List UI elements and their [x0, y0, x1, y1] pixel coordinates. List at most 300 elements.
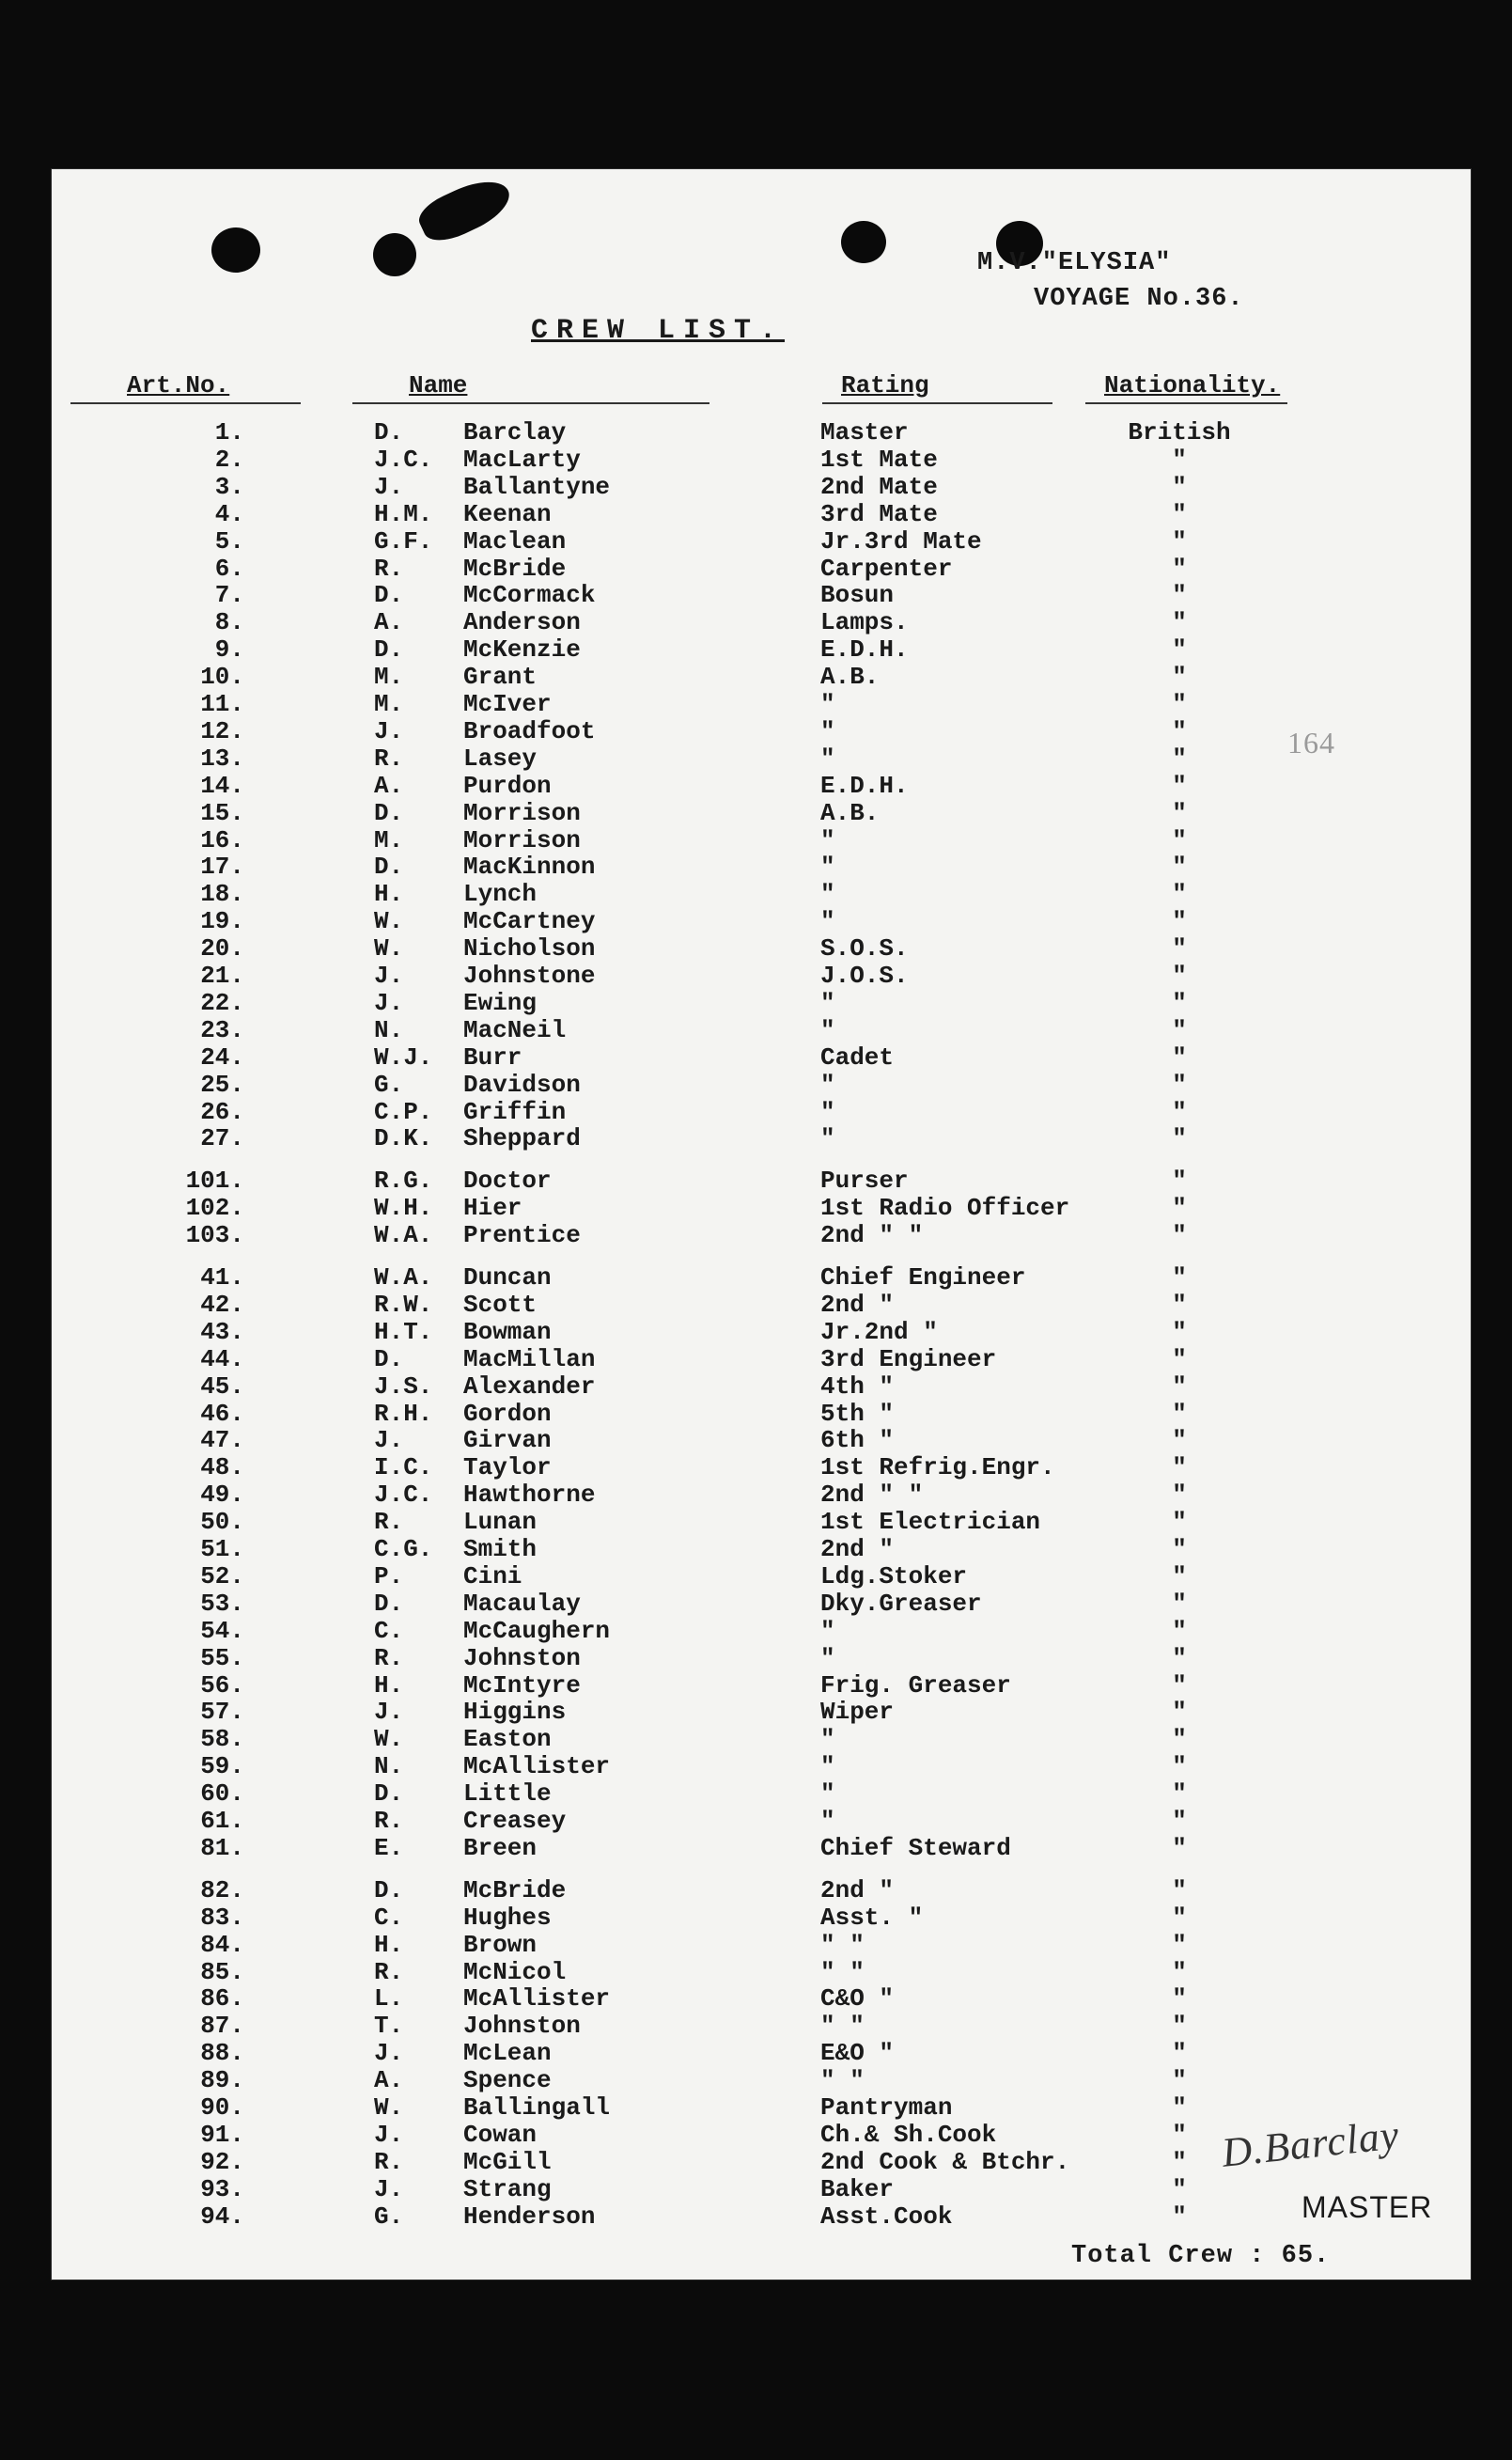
- surname: MacLarty: [463, 445, 581, 474]
- rating: Carpenter: [820, 554, 953, 583]
- nationality: ": [1172, 608, 1187, 637]
- nationality: ": [1172, 1807, 1187, 1835]
- column-header-art-no: Art.No.: [127, 371, 230, 400]
- rating: ": [820, 1725, 835, 1754]
- surname: Davidson: [463, 1070, 581, 1099]
- nationality: ": [1172, 526, 1187, 556]
- nationality: ": [1172, 1399, 1187, 1428]
- nationality: ": [1172, 2201, 1187, 2231]
- ship-name: M.V."ELYSIA": [977, 249, 1172, 277]
- rating: Ch.& Sh.Cook: [820, 2120, 997, 2149]
- art-number: 18.: [200, 880, 244, 909]
- art-number: 54.: [200, 1616, 244, 1645]
- nationality: ": [1172, 716, 1187, 745]
- surname: Smith: [463, 1535, 538, 1563]
- rating: ": [820, 1643, 835, 1672]
- art-number: 13.: [200, 744, 244, 773]
- initials: C.G.: [374, 1535, 433, 1563]
- art-number: 4.: [214, 499, 244, 528]
- nationality: ": [1172, 1589, 1187, 1618]
- initials: L.: [374, 1984, 404, 2013]
- art-number: 26.: [200, 1097, 244, 1126]
- surname: Duncan: [463, 1263, 552, 1292]
- rating: ": [820, 853, 835, 882]
- art-number: 19.: [200, 907, 244, 936]
- art-number: 6.: [214, 554, 244, 583]
- art-number: 88.: [200, 2039, 244, 2068]
- rating: ": [820, 716, 835, 745]
- surname: Gordon: [463, 1399, 552, 1428]
- surname: MacKinnon: [463, 853, 596, 882]
- surname: Johnston: [463, 1643, 581, 1672]
- rating: ": [820, 880, 835, 909]
- surname: Broadfoot: [463, 716, 596, 745]
- initials: I.C.: [374, 1453, 433, 1482]
- surname: Little: [463, 1779, 552, 1809]
- nationality: ": [1172, 1124, 1187, 1153]
- rating: Dky.Greaser: [820, 1589, 982, 1618]
- rating: ": [820, 1616, 835, 1645]
- initials: R.: [374, 2147, 404, 2176]
- nationality: ": [1172, 445, 1187, 474]
- nationality: ": [1172, 934, 1187, 964]
- nationality: ": [1172, 1015, 1187, 1044]
- initials: G.: [374, 2201, 404, 2231]
- initials: M.: [374, 825, 404, 854]
- document-title: CREW LIST.: [531, 315, 786, 347]
- surname: Girvan: [463, 1426, 552, 1455]
- art-number: 92.: [200, 2147, 244, 2176]
- initials: W.A.: [374, 1263, 433, 1292]
- art-number: 86.: [200, 1984, 244, 2013]
- initials: H.T.: [374, 1317, 433, 1346]
- art-number: 21.: [200, 962, 244, 990]
- voyage-number: VOYAGE No.36.: [1034, 285, 1244, 313]
- initials: J.C.: [374, 445, 433, 474]
- rating: 1st Mate: [820, 445, 938, 474]
- surname: McAllister: [463, 1752, 611, 1781]
- rating: A.B.: [820, 663, 880, 692]
- art-number: 52.: [200, 1561, 244, 1590]
- nationality: ": [1172, 1508, 1187, 1537]
- nationality: ": [1172, 1903, 1187, 1932]
- initials: H.M.: [374, 499, 433, 528]
- initials: D.: [374, 1589, 404, 1618]
- initials: E.: [374, 1833, 404, 1862]
- nationality: ": [1172, 1643, 1187, 1672]
- art-number: 23.: [200, 1015, 244, 1044]
- rating: Bosun: [820, 581, 895, 610]
- initials: R.G.: [374, 1167, 433, 1196]
- art-number: 20.: [200, 934, 244, 964]
- art-number: 81.: [200, 1833, 244, 1862]
- art-number: 41.: [200, 1263, 244, 1292]
- art-number: 14.: [200, 771, 244, 800]
- rating: ": [820, 744, 835, 773]
- surname: McIntyre: [463, 1670, 581, 1700]
- surname: McBride: [463, 1875, 567, 1904]
- rating: Asst.Cook: [820, 2201, 953, 2231]
- initials: J.C.: [374, 1481, 433, 1510]
- rating: " ": [820, 2012, 865, 2041]
- surname: Barclay: [463, 418, 567, 447]
- surname: McGill: [463, 2147, 552, 2176]
- initials: J.S.: [374, 1371, 433, 1401]
- art-number: 91.: [200, 2120, 244, 2149]
- art-number: 51.: [200, 1535, 244, 1563]
- initials: W.: [374, 2093, 404, 2122]
- initials: D.: [374, 1779, 404, 1809]
- surname: Lunan: [463, 1508, 538, 1537]
- surname: MacNeil: [463, 1015, 567, 1044]
- rating: ": [820, 988, 835, 1017]
- surname: Purdon: [463, 771, 552, 800]
- nationality: ": [1172, 2093, 1187, 2122]
- rating: 5th ": [820, 1399, 895, 1428]
- art-number: 8.: [214, 608, 244, 637]
- nationality: ": [1172, 798, 1187, 827]
- rating: 2nd ": [820, 1290, 895, 1319]
- art-number: 61.: [200, 1807, 244, 1835]
- initials: N.: [374, 1015, 404, 1044]
- rating: Ldg.Stoker: [820, 1561, 968, 1590]
- rating: E.D.H.: [820, 771, 909, 800]
- initials: G.: [374, 1070, 404, 1099]
- nationality: ": [1172, 2012, 1187, 2041]
- nationality: ": [1172, 1875, 1187, 1904]
- nationality: ": [1172, 1426, 1187, 1455]
- art-number: 22.: [200, 988, 244, 1017]
- surname: Ballingall: [463, 2093, 611, 2122]
- rating: 2nd Mate: [820, 472, 938, 501]
- initials: A.: [374, 771, 404, 800]
- nationality: ": [1172, 1221, 1187, 1250]
- rating: " ": [820, 1930, 865, 1959]
- nationality: ": [1172, 988, 1187, 1017]
- rating: ": [820, 1752, 835, 1781]
- surname: Prentice: [463, 1221, 581, 1250]
- rating: ": [820, 1097, 835, 1126]
- rating: 1st Electrician: [820, 1508, 1041, 1537]
- surname: Cini: [463, 1561, 522, 1590]
- initials: R.: [374, 1957, 404, 1986]
- art-number: 90.: [200, 2093, 244, 2122]
- rating: 3rd Engineer: [820, 1344, 997, 1373]
- art-number: 58.: [200, 1725, 244, 1754]
- nationality: ": [1172, 1833, 1187, 1862]
- rating: 4th ": [820, 1371, 895, 1401]
- rating: " ": [820, 2066, 865, 2095]
- art-number: 43.: [200, 1317, 244, 1346]
- initials: J.: [374, 716, 404, 745]
- art-number: 49.: [200, 1481, 244, 1510]
- surname: Nicholson: [463, 934, 596, 964]
- nationality: ": [1172, 1042, 1187, 1072]
- initials: H.: [374, 1670, 404, 1700]
- art-number: 16.: [200, 825, 244, 854]
- art-number: 53.: [200, 1589, 244, 1618]
- rating: ": [820, 1779, 835, 1809]
- art-number: 44.: [200, 1344, 244, 1373]
- surname: Johnston: [463, 2012, 581, 2041]
- rating: ": [820, 690, 835, 718]
- nationality: ": [1172, 554, 1187, 583]
- nationality: ": [1172, 771, 1187, 800]
- initials: N.: [374, 1752, 404, 1781]
- page-stamp: 164: [1287, 726, 1335, 760]
- rating: Asst. ": [820, 1903, 924, 1932]
- initials: R.: [374, 554, 404, 583]
- nationality: ": [1172, 1263, 1187, 1292]
- art-number: 87.: [200, 2012, 244, 2041]
- nationality: ": [1172, 825, 1187, 854]
- rating: Jr.2nd ": [820, 1317, 938, 1346]
- rating: Chief Engineer: [820, 1263, 1026, 1292]
- initials: J.: [374, 2174, 404, 2203]
- nationality: ": [1172, 1371, 1187, 1401]
- nationality: ": [1172, 1317, 1187, 1346]
- art-number: 15.: [200, 798, 244, 827]
- nationality: ": [1172, 663, 1187, 692]
- art-number: 84.: [200, 1930, 244, 1959]
- nationality: ": [1172, 1930, 1187, 1959]
- initials: D.: [374, 853, 404, 882]
- initials: J.: [374, 2120, 404, 2149]
- rating: 6th ": [820, 1426, 895, 1455]
- art-number: 1.: [214, 418, 244, 447]
- initials: J.: [374, 962, 404, 990]
- surname: Strang: [463, 2174, 552, 2203]
- nationality: ": [1172, 2120, 1187, 2149]
- surname: Hier: [463, 1194, 522, 1223]
- nationality: ": [1172, 744, 1187, 773]
- surname: Scott: [463, 1290, 538, 1319]
- nationality: ": [1172, 1070, 1187, 1099]
- nationality: ": [1172, 1984, 1187, 2013]
- crew-table: [52, 169, 1471, 2280]
- initials: R.H.: [374, 1399, 433, 1428]
- art-number: 42.: [200, 1290, 244, 1319]
- initials: R.W.: [374, 1290, 433, 1319]
- column-header-nationality: Nationality.: [1104, 371, 1281, 400]
- surname: Grant: [463, 663, 538, 692]
- surname: McCartney: [463, 907, 596, 936]
- rating: Jr.3rd Mate: [820, 526, 982, 556]
- rating: 2nd ": [820, 1875, 895, 1904]
- nationality: ": [1172, 880, 1187, 909]
- rating: 3rd Mate: [820, 499, 938, 528]
- initials: D.: [374, 581, 404, 610]
- rating: Purser: [820, 1167, 909, 1196]
- initials: C.: [374, 1903, 404, 1932]
- initials: W.J.: [374, 1042, 433, 1072]
- rating: Frig. Greaser: [820, 1670, 1011, 1700]
- surname: Keenan: [463, 499, 552, 528]
- art-number: 59.: [200, 1752, 244, 1781]
- surname: Creasey: [463, 1807, 567, 1835]
- initials: W.A.: [374, 1221, 433, 1250]
- nationality: ": [1172, 1481, 1187, 1510]
- initials: W.: [374, 907, 404, 936]
- surname: Doctor: [463, 1167, 552, 1196]
- nationality: ": [1172, 1957, 1187, 1986]
- art-number: 12.: [200, 716, 244, 745]
- nationality: ": [1172, 1779, 1187, 1809]
- art-number: 24.: [200, 1042, 244, 1072]
- art-number: 93.: [200, 2174, 244, 2203]
- surname: Cowan: [463, 2120, 538, 2149]
- rating: 1st Radio Officer: [820, 1194, 1070, 1223]
- surname: McIver: [463, 690, 552, 718]
- surname: Easton: [463, 1725, 552, 1754]
- art-number: 46.: [200, 1399, 244, 1428]
- rating: S.O.S.: [820, 934, 909, 964]
- art-number: 94.: [200, 2201, 244, 2231]
- rating: Cadet: [820, 1042, 895, 1072]
- surname: Macaulay: [463, 1589, 581, 1618]
- art-number: 50.: [200, 1508, 244, 1537]
- surname: Maclean: [463, 526, 567, 556]
- initials: D.: [374, 1875, 404, 1904]
- surname: Higgins: [463, 1698, 567, 1727]
- nationality: ": [1172, 1167, 1187, 1196]
- initials: A.: [374, 2066, 404, 2095]
- art-number: 55.: [200, 1643, 244, 1672]
- art-number: 11.: [200, 690, 244, 718]
- rating: 2nd " ": [820, 1481, 924, 1510]
- surname: Ewing: [463, 988, 538, 1017]
- nationality: ": [1172, 581, 1187, 610]
- rating: 2nd " ": [820, 1221, 924, 1250]
- initials: C.P.: [374, 1097, 433, 1126]
- art-number: 25.: [200, 1070, 244, 1099]
- initials: W.: [374, 934, 404, 964]
- column-header-rating: Rating: [841, 371, 929, 400]
- art-number: 89.: [200, 2066, 244, 2095]
- rating: 1st Refrig.Engr.: [820, 1453, 1055, 1482]
- art-number: 2.: [214, 445, 244, 474]
- rating: 2nd Cook & Btchr.: [820, 2147, 1070, 2176]
- art-number: 27.: [200, 1124, 244, 1153]
- art-number: 47.: [200, 1426, 244, 1455]
- surname: Burr: [463, 1042, 522, 1072]
- nationality: ": [1172, 499, 1187, 528]
- nationality: ": [1172, 1752, 1187, 1781]
- surname: Hawthorne: [463, 1481, 596, 1510]
- nationality: ": [1172, 2147, 1187, 2176]
- nationality: ": [1172, 962, 1187, 990]
- surname: Hughes: [463, 1903, 552, 1932]
- rating: E.D.H.: [820, 635, 909, 665]
- initials: R.: [374, 1643, 404, 1672]
- initials: M.: [374, 663, 404, 692]
- nationality: ": [1172, 1453, 1187, 1482]
- nationality: ": [1172, 1535, 1187, 1563]
- surname: Lasey: [463, 744, 538, 773]
- art-number: 45.: [200, 1371, 244, 1401]
- rating: ": [820, 1070, 835, 1099]
- nationality: ": [1172, 907, 1187, 936]
- nationality: ": [1172, 1670, 1187, 1700]
- nationality: ": [1172, 1097, 1187, 1126]
- surname: MacMillan: [463, 1344, 596, 1373]
- art-number: 48.: [200, 1453, 244, 1482]
- rating: Lamps.: [820, 608, 909, 637]
- rating: Master: [820, 418, 909, 447]
- nationality: ": [1172, 2066, 1187, 2095]
- initials: P.: [374, 1561, 404, 1590]
- master-label: MASTER: [1302, 2190, 1433, 2224]
- initials: W.: [374, 1725, 404, 1754]
- initials: R.: [374, 1508, 404, 1537]
- nationality: ": [1172, 1194, 1187, 1223]
- initials: G.F.: [374, 526, 433, 556]
- art-number: 57.: [200, 1698, 244, 1727]
- nationality: ": [1172, 1290, 1187, 1319]
- surname: McCormack: [463, 581, 596, 610]
- nationality: ": [1172, 2174, 1187, 2203]
- surname: Anderson: [463, 608, 581, 637]
- initials: M.: [374, 690, 404, 718]
- surname: Lynch: [463, 880, 538, 909]
- surname: Morrison: [463, 798, 581, 827]
- surname: Henderson: [463, 2201, 596, 2231]
- initials: D.: [374, 798, 404, 827]
- rating: " ": [820, 1957, 865, 1986]
- art-number: 5.: [214, 526, 244, 556]
- initials: T.: [374, 2012, 404, 2041]
- initials: J.: [374, 988, 404, 1017]
- nationality: ": [1172, 635, 1187, 665]
- rating: ": [820, 907, 835, 936]
- nationality: ": [1172, 1725, 1187, 1754]
- initials: R.: [374, 1807, 404, 1835]
- surname: Spence: [463, 2066, 552, 2095]
- initials: J.: [374, 1426, 404, 1455]
- rating: Wiper: [820, 1698, 895, 1727]
- surname: McCaughern: [463, 1616, 611, 1645]
- rating: 2nd ": [820, 1535, 895, 1563]
- art-number: 3.: [214, 472, 244, 501]
- art-number: 7.: [214, 581, 244, 610]
- rating: Baker: [820, 2174, 895, 2203]
- nationality: ": [1172, 472, 1187, 501]
- surname: McAllister: [463, 1984, 611, 2013]
- nationality: ": [1172, 1616, 1187, 1645]
- surname: McLean: [463, 2039, 552, 2068]
- art-number: 56.: [200, 1670, 244, 1700]
- column-header-name: Name: [409, 371, 468, 400]
- nationality: ": [1172, 2039, 1187, 2068]
- rating: ": [820, 1807, 835, 1835]
- art-number: 85.: [200, 1957, 244, 1986]
- art-number: 101.: [185, 1167, 244, 1196]
- rating: ": [820, 825, 835, 854]
- surname: Griffin: [463, 1097, 567, 1126]
- art-number: 10.: [200, 663, 244, 692]
- rating: C&O ": [820, 1984, 895, 2013]
- surname: McNicol: [463, 1957, 567, 1986]
- surname: Brown: [463, 1930, 538, 1959]
- surname: Taylor: [463, 1453, 552, 1482]
- initials: D.: [374, 418, 404, 447]
- initials: H.: [374, 880, 404, 909]
- initials: J.: [374, 472, 404, 501]
- initials: D.: [374, 635, 404, 665]
- surname: Morrison: [463, 825, 581, 854]
- initials: R.: [374, 744, 404, 773]
- surname: Alexander: [463, 1371, 596, 1401]
